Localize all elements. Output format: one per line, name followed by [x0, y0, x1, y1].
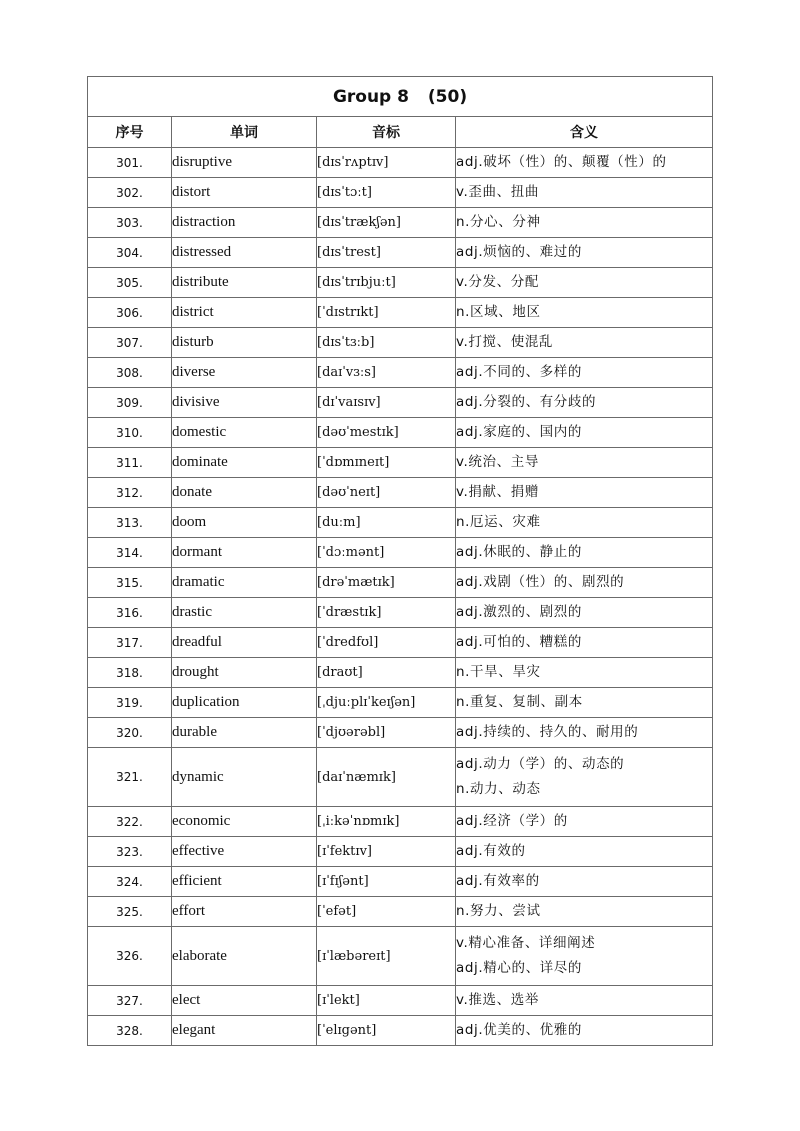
row-meaning	[456, 688, 713, 718]
column-header-word: 单词	[172, 117, 317, 148]
table-row	[88, 807, 713, 837]
row-meaning	[456, 268, 713, 298]
table-row	[88, 268, 713, 298]
meaning-line: v.推选、选举	[456, 992, 539, 1008]
table-row	[88, 867, 713, 897]
table-row	[88, 748, 713, 807]
table-row	[88, 328, 713, 358]
row-meaning	[456, 568, 713, 598]
meaning-line: adj.经济（学）的	[456, 813, 568, 829]
table-row	[88, 837, 713, 867]
row-number: 312.	[88, 478, 172, 508]
row-phonetic: [ˈdɪstrɪkt]	[317, 298, 456, 328]
row-meaning	[456, 178, 713, 208]
row-meaning	[456, 598, 713, 628]
table-row	[88, 568, 713, 598]
row-word: divisive	[172, 388, 317, 418]
row-word: distort	[172, 178, 317, 208]
meaning-line: n.区域、地区	[456, 304, 541, 320]
row-number: 302.	[88, 178, 172, 208]
column-header-number: 序号	[88, 117, 172, 148]
row-meaning	[456, 478, 713, 508]
row-word: economic	[172, 807, 317, 837]
row-word: elect	[172, 986, 317, 1016]
meaning-line: v.精心准备、详细阐述	[456, 935, 596, 951]
meaning-line: adj.戏剧（性）的、剧烈的	[456, 574, 625, 590]
row-meaning	[456, 508, 713, 538]
row-meaning	[456, 1016, 713, 1046]
row-phonetic: [dəʊˈmestɪk]	[317, 418, 456, 448]
group-name: Group 8	[332, 86, 409, 107]
table-row	[88, 448, 713, 478]
group-title	[88, 77, 713, 117]
row-meaning	[456, 897, 713, 927]
meaning-line: v.歪曲、扭曲	[456, 184, 539, 200]
row-number: 322.	[88, 807, 172, 837]
row-phonetic: [ɪˈfektɪv]	[317, 837, 456, 867]
meaning-line: n.努力、尝试	[456, 903, 541, 919]
table-row	[88, 388, 713, 418]
row-word: doom	[172, 508, 317, 538]
row-number: 326.	[88, 927, 172, 986]
row-word: drought	[172, 658, 317, 688]
meaning-line: adj.休眠的、静止的	[456, 544, 582, 560]
table-row	[88, 1016, 713, 1046]
row-meaning	[456, 208, 713, 238]
row-phonetic: [dɪsˈtɜːb]	[317, 328, 456, 358]
meaning-line: n.干旱、旱灾	[456, 664, 541, 680]
row-meaning	[456, 418, 713, 448]
row-phonetic: [ˈelɪgənt]	[317, 1016, 456, 1046]
row-number: 301.	[88, 148, 172, 178]
row-word: district	[172, 298, 317, 328]
row-number: 316.	[88, 598, 172, 628]
meaning-line: adj.激烈的、剧烈的	[456, 604, 582, 620]
row-phonetic: [drəˈmætɪk]	[317, 568, 456, 598]
row-number: 321.	[88, 748, 172, 807]
meaning-line: n.动力、动态	[456, 781, 541, 797]
row-phonetic: [ɪˈlekt]	[317, 986, 456, 1016]
row-meaning	[456, 718, 713, 748]
row-number: 308.	[88, 358, 172, 388]
row-phonetic: [dəʊˈneɪt]	[317, 478, 456, 508]
row-number: 324.	[88, 867, 172, 897]
meaning-line: adj.家庭的、国内的	[456, 424, 582, 440]
row-meaning	[456, 328, 713, 358]
row-word: elegant	[172, 1016, 317, 1046]
row-phonetic: [duːm]	[317, 508, 456, 538]
row-word: donate	[172, 478, 317, 508]
row-meaning	[456, 238, 713, 268]
table-row	[88, 986, 713, 1016]
row-word: elaborate	[172, 927, 317, 986]
meaning-line: adj.烦恼的、难过的	[456, 244, 582, 260]
row-meaning	[456, 448, 713, 478]
table-row	[88, 208, 713, 238]
row-number: 313.	[88, 508, 172, 538]
table-row	[88, 598, 713, 628]
row-word: disturb	[172, 328, 317, 358]
row-number: 317.	[88, 628, 172, 658]
row-word: duplication	[172, 688, 317, 718]
row-number: 305.	[88, 268, 172, 298]
row-phonetic: [daɪˈvɜːs]	[317, 358, 456, 388]
meaning-line: n.厄运、灾难	[456, 514, 541, 530]
row-word: dormant	[172, 538, 317, 568]
meaning-line: n.分心、分神	[456, 214, 541, 230]
table-row	[88, 538, 713, 568]
row-phonetic: [dɪsˈtrest]	[317, 238, 456, 268]
table-row	[88, 238, 713, 268]
meaning-line: adj.优美的、优雅的	[456, 1022, 582, 1038]
row-phonetic: [ˈefət]	[317, 897, 456, 927]
table-row	[88, 508, 713, 538]
row-number: 310.	[88, 418, 172, 448]
row-number: 327.	[88, 986, 172, 1016]
table-row	[88, 897, 713, 927]
row-meaning	[456, 628, 713, 658]
row-word: efficient	[172, 867, 317, 897]
meaning-line: adj.可怕的、糟糕的	[456, 634, 582, 650]
row-phonetic: [dɪsˈrʌptɪv]	[317, 148, 456, 178]
row-number: 309.	[88, 388, 172, 418]
row-phonetic: [ˌiːkəˈnɒmɪk]	[317, 807, 456, 837]
row-word: distressed	[172, 238, 317, 268]
row-meaning	[456, 148, 713, 178]
row-number: 320.	[88, 718, 172, 748]
row-word: diverse	[172, 358, 317, 388]
table-row	[88, 688, 713, 718]
row-phonetic: [ˈdredfʊl]	[317, 628, 456, 658]
row-phonetic: [ɪˈfɪʃənt]	[317, 867, 456, 897]
row-phonetic: [ɪˈlæbəreɪt]	[317, 927, 456, 986]
row-meaning	[456, 358, 713, 388]
table-row	[88, 658, 713, 688]
row-phonetic: [daɪˈnæmɪk]	[317, 748, 456, 807]
row-meaning	[456, 867, 713, 897]
vocabulary-table	[87, 76, 713, 1046]
row-phonetic: [ˌdjuːplɪˈkeɪʃən]	[317, 688, 456, 718]
row-phonetic: [draʊt]	[317, 658, 456, 688]
column-header-phonetic: 音标	[317, 117, 456, 148]
row-meaning	[456, 986, 713, 1016]
table-row	[88, 478, 713, 508]
table-row	[88, 718, 713, 748]
row-word: drastic	[172, 598, 317, 628]
row-phonetic: [ˈdræstɪk]	[317, 598, 456, 628]
group-title-row	[88, 77, 713, 117]
row-word: dramatic	[172, 568, 317, 598]
meaning-line: v.统治、主导	[456, 454, 539, 470]
meaning-line: adj.破坏（性）的、颠覆（性）的	[456, 154, 667, 170]
row-phonetic: [dɪˈvaɪsɪv]	[317, 388, 456, 418]
vocabulary-sheet	[87, 76, 712, 1046]
row-word: effective	[172, 837, 317, 867]
row-phonetic: [dɪsˈtɔːt]	[317, 178, 456, 208]
row-meaning	[456, 927, 713, 986]
meaning-line: n.重复、复制、副本	[456, 694, 583, 710]
row-phonetic: [dɪsˈtrækʃən]	[317, 208, 456, 238]
row-number: 325.	[88, 897, 172, 927]
row-word: disruptive	[172, 148, 317, 178]
row-number: 303.	[88, 208, 172, 238]
row-number: 328.	[88, 1016, 172, 1046]
row-word: durable	[172, 718, 317, 748]
table-row	[88, 418, 713, 448]
meaning-line: adj.动力（学）的、动态的	[456, 756, 625, 772]
row-word: dynamic	[172, 748, 317, 807]
column-header-meaning: 含义	[456, 117, 713, 148]
row-meaning	[456, 388, 713, 418]
table-row	[88, 298, 713, 328]
meaning-line: adj.精心的、详尽的	[456, 960, 582, 976]
meaning-line: adj.分裂的、有分歧的	[456, 394, 597, 410]
row-number: 323.	[88, 837, 172, 867]
row-word: dominate	[172, 448, 317, 478]
row-phonetic: [ˈdɔːmənt]	[317, 538, 456, 568]
meaning-line: v.捐献、捐赠	[456, 484, 539, 500]
meaning-line: v.打搅、使混乱	[456, 334, 554, 350]
meaning-line: adj.持续的、持久的、耐用的	[456, 724, 639, 740]
row-phonetic: [ˈdɒmɪneɪt]	[317, 448, 456, 478]
vocabulary-rows	[88, 148, 713, 1046]
table-row	[88, 358, 713, 388]
row-number: 315.	[88, 568, 172, 598]
meaning-line: adj.不同的、多样的	[456, 364, 582, 380]
table-row	[88, 178, 713, 208]
row-word: effort	[172, 897, 317, 927]
row-number: 318.	[88, 658, 172, 688]
row-meaning	[456, 298, 713, 328]
column-header-row	[88, 117, 713, 148]
row-meaning	[456, 538, 713, 568]
row-number: 306.	[88, 298, 172, 328]
row-number: 304.	[88, 238, 172, 268]
meaning-line: v.分发、分配	[456, 274, 539, 290]
row-number: 307.	[88, 328, 172, 358]
row-meaning	[456, 837, 713, 867]
row-number: 314.	[88, 538, 172, 568]
meaning-line: adj.有效的	[456, 843, 526, 859]
row-phonetic: [dɪsˈtrɪbjuːt]	[317, 268, 456, 298]
row-phonetic: [ˈdjʊərəbl]	[317, 718, 456, 748]
row-word: domestic	[172, 418, 317, 448]
row-meaning	[456, 748, 713, 807]
row-number: 311.	[88, 448, 172, 478]
row-meaning	[456, 807, 713, 837]
row-word: distraction	[172, 208, 317, 238]
group-count: (50)	[427, 86, 468, 107]
table-row	[88, 148, 713, 178]
table-row	[88, 927, 713, 986]
row-word: distribute	[172, 268, 317, 298]
row-word: dreadful	[172, 628, 317, 658]
row-meaning	[456, 658, 713, 688]
table-row	[88, 628, 713, 658]
row-number: 319.	[88, 688, 172, 718]
meaning-line: adj.有效率的	[456, 873, 540, 889]
